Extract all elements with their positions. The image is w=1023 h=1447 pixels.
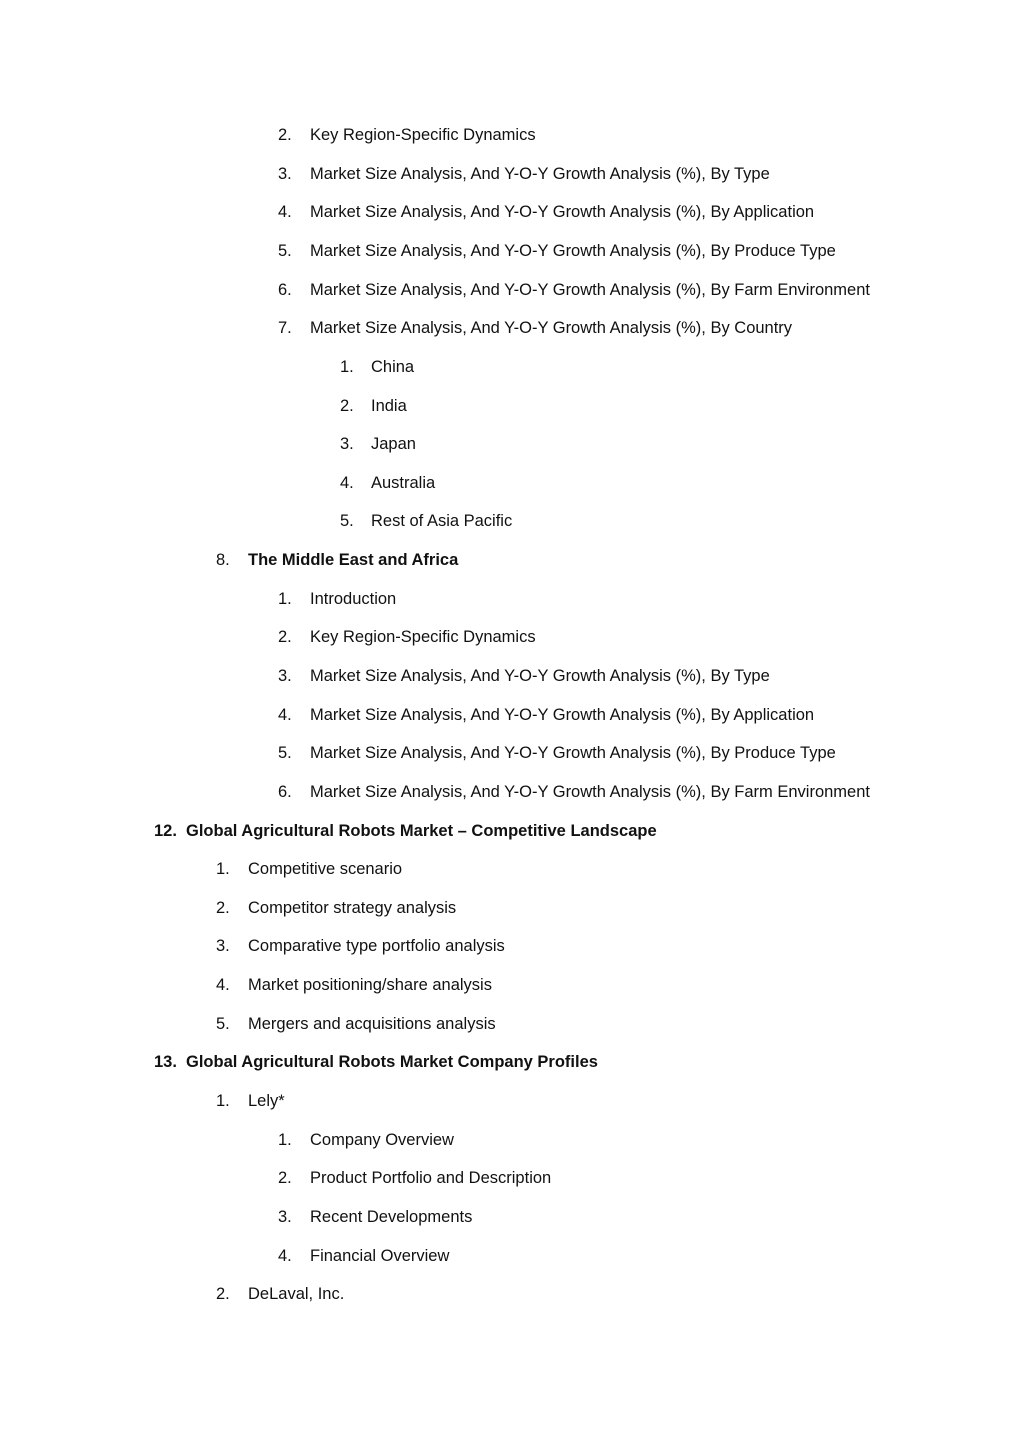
list-number: 3. [340,435,354,453]
list-text: Key Region-Specific Dynamics [310,628,536,646]
list-number: 4. [340,474,354,492]
list-number: 1. [216,1092,230,1110]
list-text: Global Agricultural Robots Market Company Profiles [186,1053,598,1071]
list-text: Japan [371,435,416,453]
list-number: 7. [278,319,292,337]
list-text: China [371,358,415,376]
list-text: Introduction [310,590,397,608]
list-text: Market positioning/share analysis [248,976,492,994]
list-number: 6. [278,281,292,299]
list-number: 3. [216,937,230,955]
list-text: Market Size Analysis, And Y-O-Y Growth Analysis (%), By Produce Type [310,744,836,762]
list-number: 1. [278,1131,292,1149]
list-number: 2. [216,1285,230,1303]
list-text: Competitive scenario [248,860,403,878]
list-number: 12. [154,822,177,840]
list-number: 4. [278,706,292,724]
list-number: 2. [278,628,292,646]
list-text: Lely* [248,1092,285,1110]
list-text: Market Size Analysis, And Y-O-Y Growth Analysis (%), By Application [310,203,815,221]
list-text: Market Size Analysis, And Y-O-Y Growth Analysis (%), By Application [310,706,815,724]
list-text: Comparative type portfolio analysis [248,937,505,955]
list-text: Rest of Asia Pacific [371,512,513,530]
list-text: DeLaval, Inc. [248,1285,345,1303]
list-text: Global Agricultural Robots Market – Competitive Landscape [186,822,657,840]
list-number: 1. [278,590,292,608]
list-text: Market Size Analysis, And Y-O-Y Growth Analysis (%), By Farm Environment [310,783,870,801]
list-text: Company Overview [310,1131,454,1149]
list-text: Market Size Analysis, And Y-O-Y Growth Analysis (%), By Produce Type [310,242,836,260]
list-number: 2. [278,1169,292,1187]
list-number: 2. [216,899,230,917]
list-number: 3. [278,165,292,183]
list-text: Financial Overview [310,1247,450,1265]
list-text: Recent Developments [310,1208,473,1226]
list-text: Market Size Analysis, And Y-O-Y Growth Analysis (%), By Country [310,319,793,337]
list-number: 4. [216,976,230,994]
list-text: Mergers and acquisitions analysis [248,1015,496,1033]
list-number: 2. [340,397,354,415]
list-text: Australia [371,474,436,492]
list-number: 13. [154,1053,177,1071]
list-number: 8. [216,551,230,569]
list-number: 1. [340,358,354,376]
list-number: 4. [278,1247,292,1265]
list-text: Competitor strategy analysis [248,899,457,917]
list-number: 5. [278,744,292,762]
list-number: 5. [340,512,354,530]
list-number: 3. [278,667,292,685]
list-number: 5. [278,242,292,260]
list-number: 3. [278,1208,292,1226]
list-text: Market Size Analysis, And Y-O-Y Growth Analysis (%), By Type [310,165,770,183]
list-number: 6. [278,783,292,801]
list-text: Product Portfolio and Description [310,1169,552,1187]
list-number: 1. [216,860,230,878]
list-text: The Middle East and Africa [248,551,459,569]
list-number: 2. [278,126,292,144]
list-number: 4. [278,203,292,221]
list-text: Market Size Analysis, And Y-O-Y Growth Analysis (%), By Type [310,667,770,685]
list-text: Market Size Analysis, And Y-O-Y Growth Analysis (%), By Farm Environment [310,281,870,299]
list-text: Key Region-Specific Dynamics [310,126,536,144]
list-text: India [371,397,407,415]
list-number: 5. [216,1015,230,1033]
